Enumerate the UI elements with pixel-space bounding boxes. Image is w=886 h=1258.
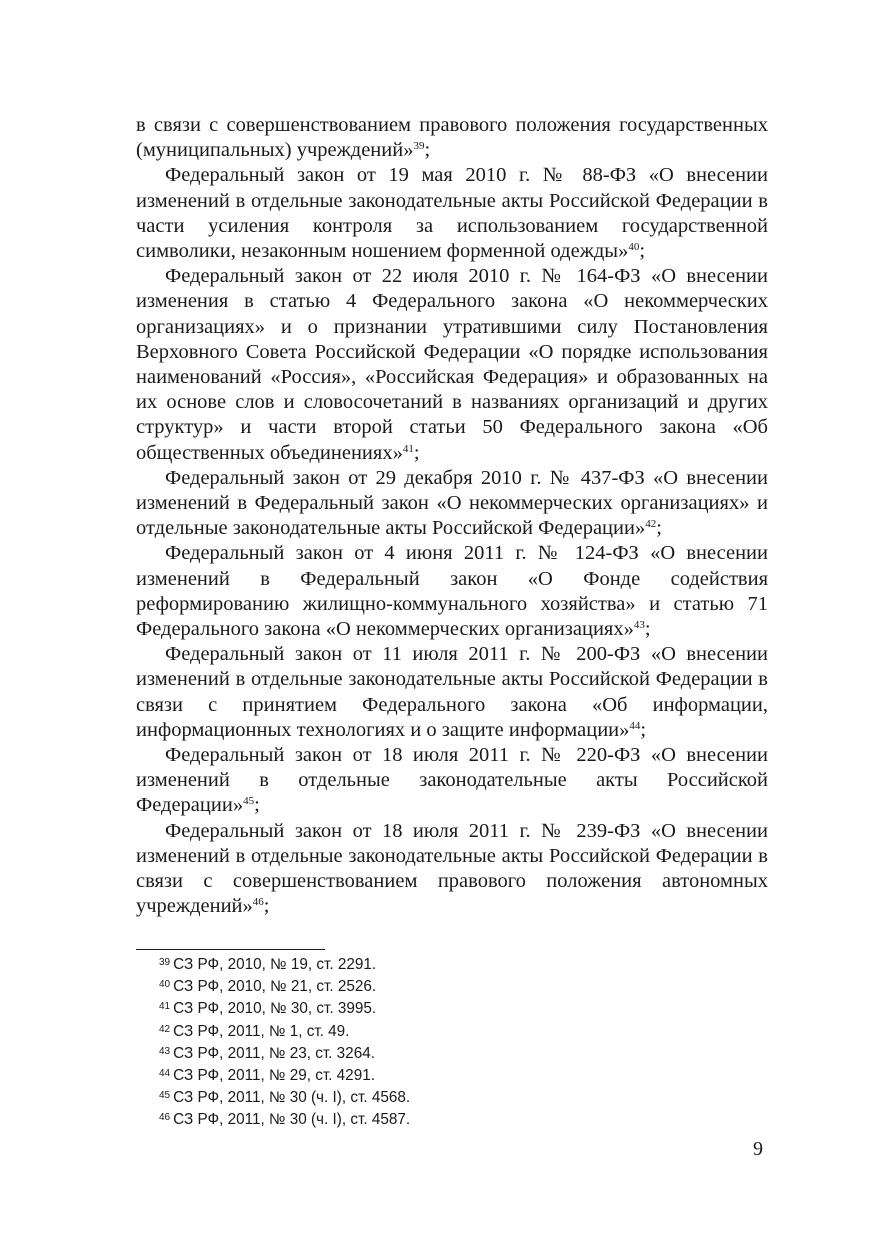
footnote-ref[interactable]: 39 — [413, 140, 425, 153]
body-text — [136, 113, 768, 920]
paragraph: Федеральный закон от 18 июля 2011 г. № 239-ФЗ «О внесении изменений в отдельные законодательные акты Российской Федерации в связи с совершенствованием правового положения автономных учреждений»$^{46}$; — [136, 819, 768, 918]
paragraph: Федеральный закон от 29 декабря 2010 г. № 437-ФЗ «О внесении изменений в Федеральный закон «О некоммерческих организациях» и отдельные законодательные акты Российской Федерации»$^{42}$; — [136, 466, 768, 540]
paragraph: Федеральный закон от 11 июля 2011 г. № 200-ФЗ «О внесении изменений в отдельные законодательные акты Российской Федерации в связи с принятием Федерального закона «Об информации, информационных технологиях и о защите информации»$^{44}$; — [136, 643, 768, 741]
footnote: $^{45}$ СЗ РФ, 2011, № 30 (ч. I), ст. 4568. — [159, 1089, 411, 1107]
footnote-separator — [136, 949, 325, 950]
footnote-ref[interactable]: 40 — [628, 241, 640, 254]
footnote: $^{44}$ СЗ РФ, 2011, № 29, ст. 4291. — [159, 1067, 375, 1085]
footnote-ref[interactable]: 42 — [645, 518, 657, 531]
paragraph: Федеральный закон от 19 мая 2010 г. № 88-ФЗ «О внесении изменений в отдельные законодательные акты Российской Федерации в части усиления контроля за использованием государственной символики, незаконным ношением форменной одежды»$^{40}$; — [136, 164, 768, 263]
paragraph: Федеральный закон от 18 июля 2011 г. № 220-ФЗ «О внесении изменений в отдельные законодательные акты Российской Федерации»$^{45}$; — [136, 744, 768, 817]
page-number: 9 — [753, 1138, 763, 1160]
footnote-ref[interactable]: 45 — [243, 795, 255, 808]
footnote: $^{43}$ СЗ РФ, 2011, № 23, ст. 3264. — [159, 1044, 375, 1062]
footnote-ref[interactable]: 43 — [633, 619, 645, 632]
footnote: $^{39}$ СЗ РФ, 2010, № 19, ст. 2291. — [159, 956, 377, 973]
footnote-ref[interactable]: 41 — [402, 442, 414, 455]
paragraph: Федеральный закон от 4 июня 2011 г. № 124-ФЗ «О внесении изменений в Федеральный закон «О Фонде содействия реформированию жилищно-коммунального хозяйства» и статью 71 Федерального закона «О некоммерческих организациях»$^{43}$; — [136, 542, 768, 641]
footnote: $^{42}$ СЗ РФ, 2011, № 1, ст. 49. — [159, 1022, 350, 1040]
footnote: $^{46}$ СЗ РФ, 2011, № 30 (ч. I), ст. 4587. — [159, 1111, 411, 1129]
footnote-ref[interactable]: 46 — [252, 896, 264, 909]
footnote-ref[interactable]: 44 — [629, 719, 641, 732]
paragraph-continuation: в связи с совершенствованием правового положения государственных (муниципальных) учреждений»$^{39}$; — [136, 114, 768, 162]
paragraph: Федеральный закон от 22 июля 2010 г. № 164-ФЗ «О внесении изменения в статью 4 Федерального закона «О некоммерческих организациях» и о признании утратившими силу Постановления Верховного Совета Российской Федерации «О порядке использования наименований «Россия», «Российская Федерация» и образованных на их основе слов и словосочетаний в названиях организаций и других структур» и части второй статьи 50 Федерального закона «Об общественных объединениях»$^{41}$; — [136, 265, 768, 464]
footnote: $^{41}$ СЗ РФ, 2010, № 30, ст. 3995. — [159, 1000, 377, 1018]
footnote: $^{40}$ СЗ РФ, 2010, № 21, ст. 2526. — [159, 978, 377, 996]
footnotes — [159, 953, 659, 1131]
